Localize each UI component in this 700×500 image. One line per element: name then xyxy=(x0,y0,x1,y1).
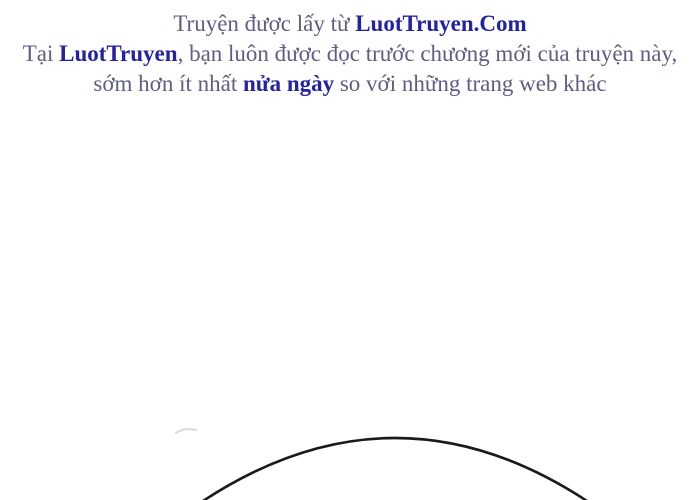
site-name-short-text: LuotTruyen xyxy=(59,41,178,66)
watermark-line-2-suffix: , bạn luôn được đọc trước chương mới của truyện này, xyxy=(177,41,678,66)
watermark-line-1-text: Truyện được lấy từ xyxy=(173,11,356,36)
watermark-line-3-prefix: sớm hơn ít nhất xyxy=(93,71,243,96)
highlight-half-day-text: nửa ngày xyxy=(242,71,335,96)
site-name-text: LuotTruyen.Com xyxy=(355,11,527,36)
watermark-line-3-suffix: so với những trang web khác xyxy=(334,71,607,96)
faint-sketch-mark xyxy=(176,429,196,433)
watermark-line-2-prefix: Tại xyxy=(22,41,60,66)
head-outline-arc xyxy=(197,438,593,500)
